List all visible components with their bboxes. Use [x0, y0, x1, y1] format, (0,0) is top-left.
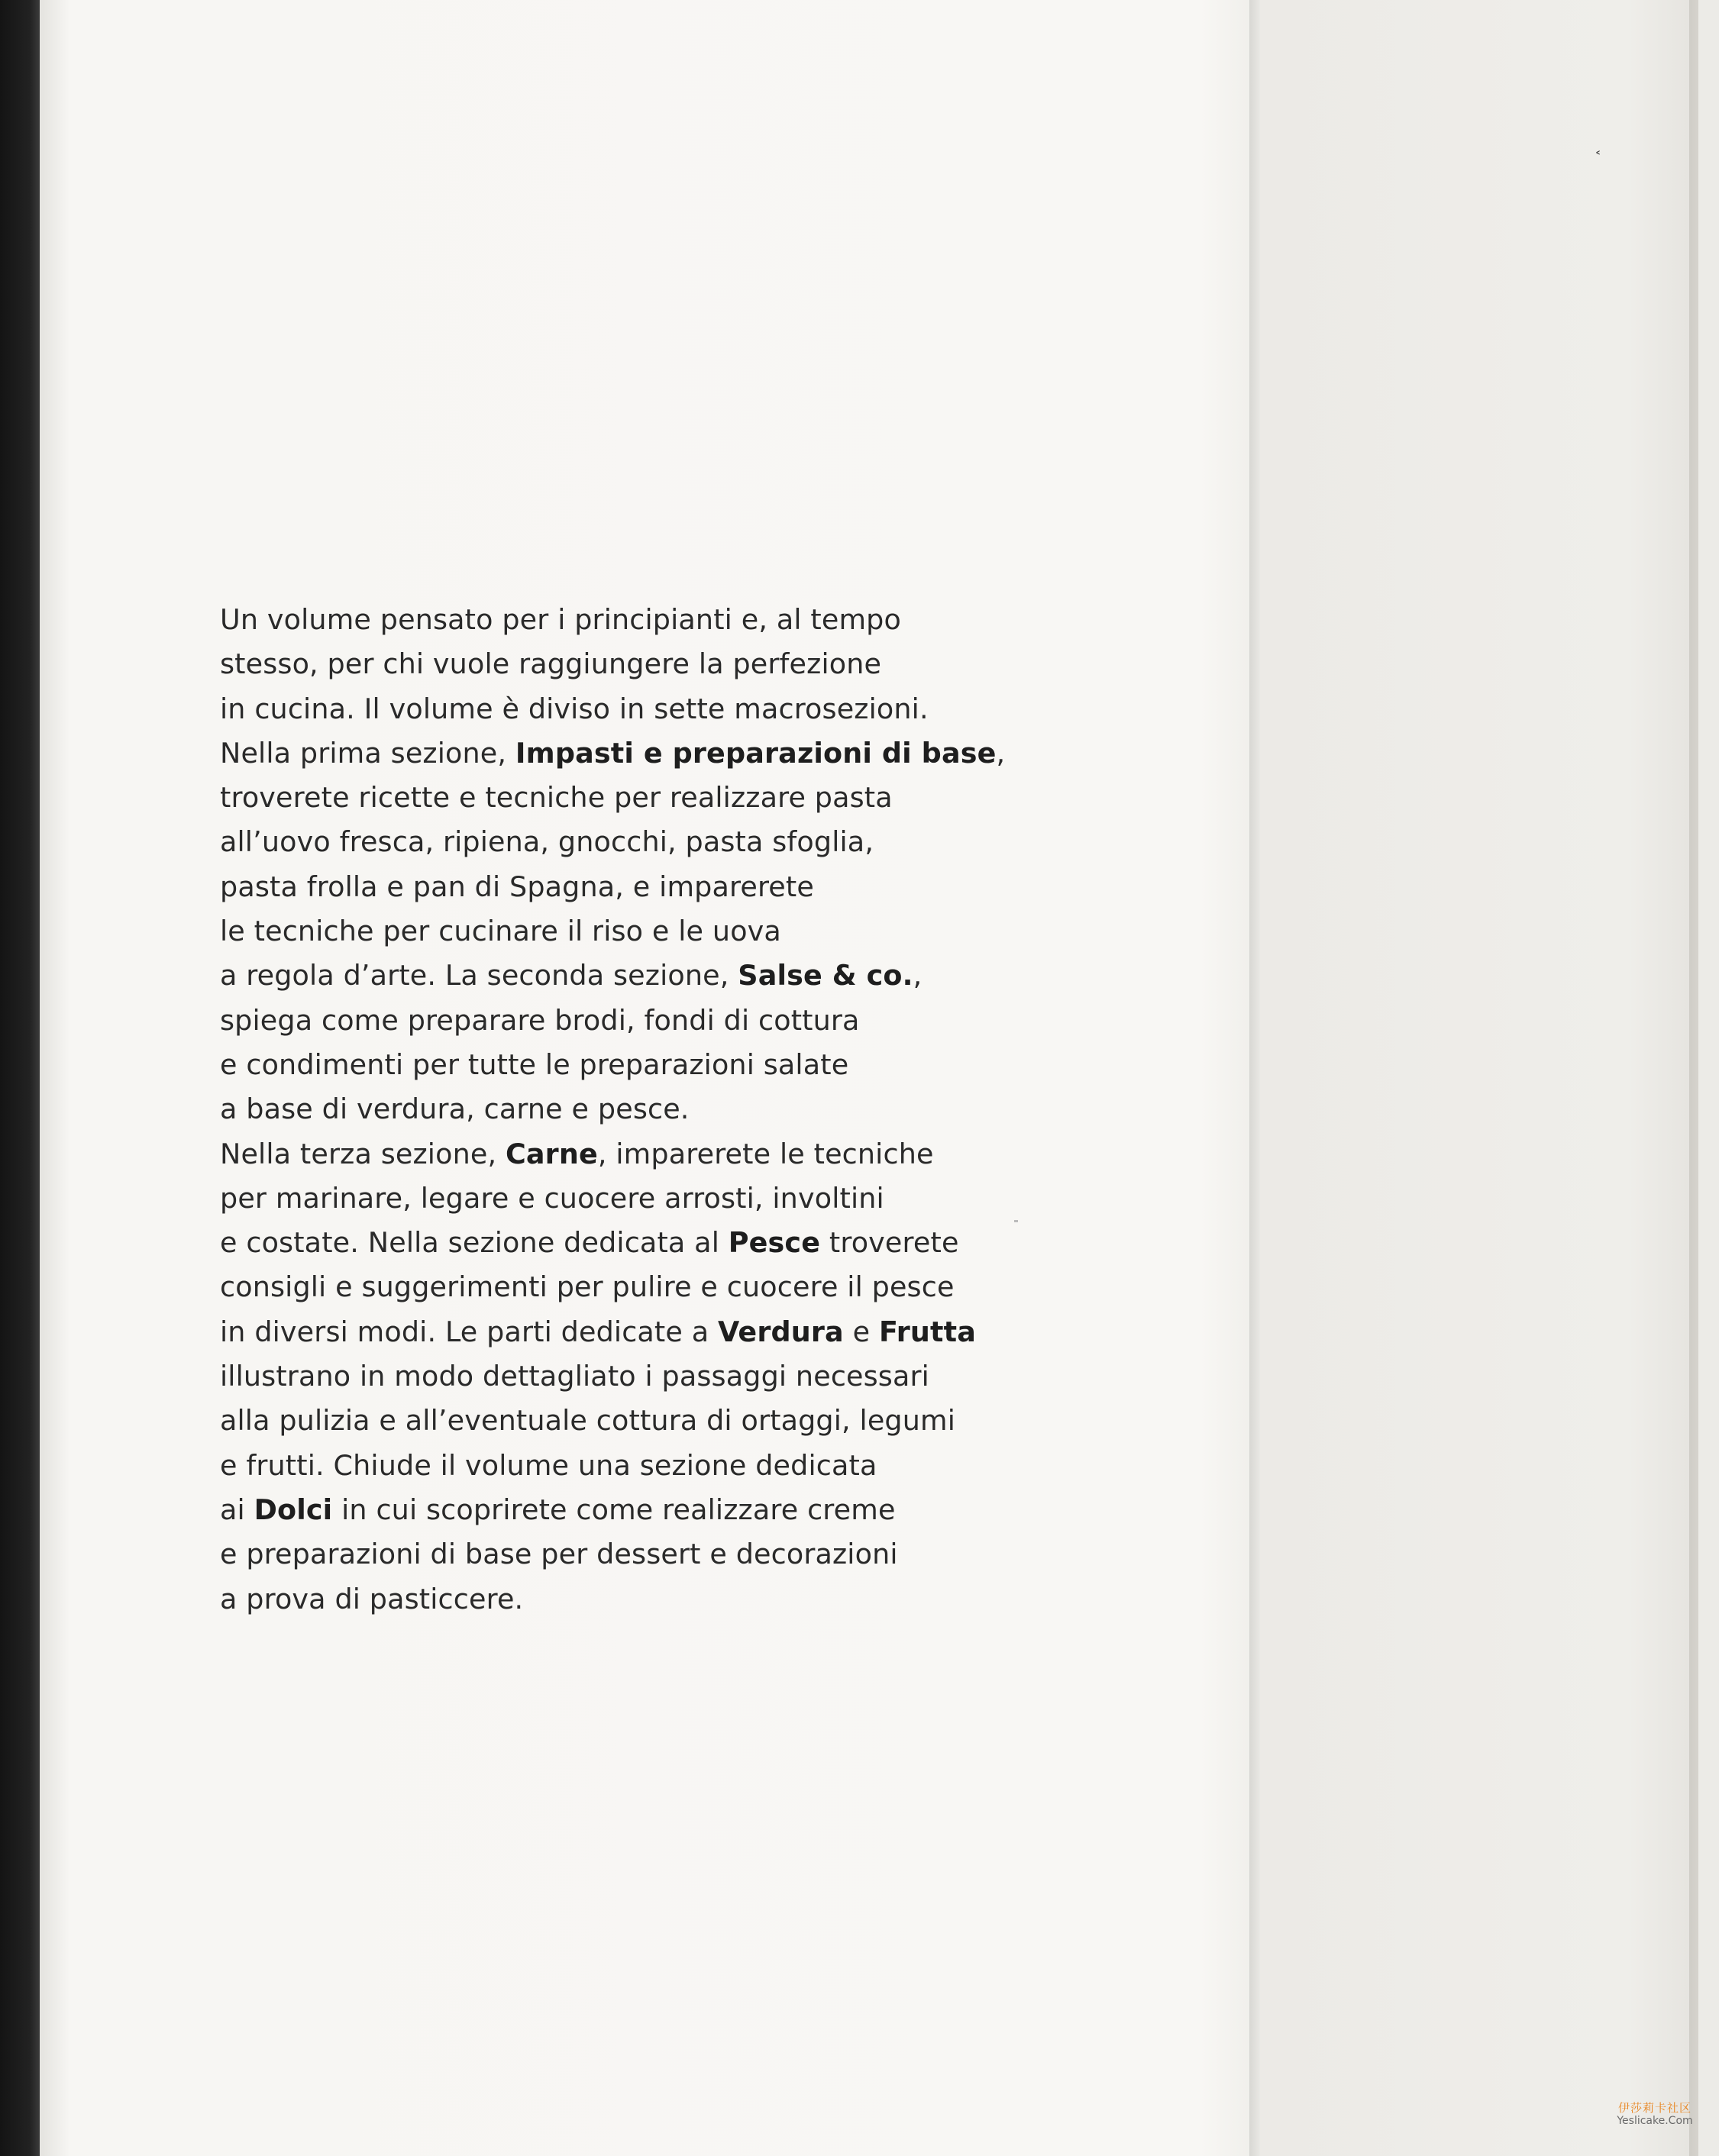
text-line [220, 1532, 1014, 1577]
text-line [220, 999, 1014, 1043]
text-line [220, 1310, 1014, 1354]
text-line [220, 1354, 1014, 1399]
text-line [220, 1176, 1014, 1221]
text-run: Nella terza sezione, [220, 1137, 506, 1170]
text-run: ai [220, 1493, 254, 1526]
text-run: , imparerete le tecniche [597, 1137, 934, 1170]
scan-speck: ˂ [1595, 150, 1601, 166]
text-run: stesso, per chi vuole raggiungere la perfezione [220, 647, 882, 681]
text-run: e preparazioni di base per dessert e decorazioni [220, 1538, 898, 1571]
body-paragraph [220, 598, 1014, 1622]
back-sheet-edge [1689, 0, 1698, 2156]
text-line [220, 909, 1014, 954]
text-line [220, 1132, 1014, 1176]
text-run: le tecniche per cucinare il riso e le uova [220, 915, 781, 948]
section-name: Dolci [254, 1493, 333, 1526]
site-watermark [1605, 2101, 1704, 2128]
text-line [220, 642, 1014, 686]
text-run: Un volume pensato per i principianti e, al tempo [220, 603, 901, 636]
text-line [220, 1399, 1014, 1443]
text-run: , [996, 736, 1006, 770]
text-run: troverete ricette e tecniche per realizzare pasta [220, 781, 893, 815]
text-run: in diversi modi. Le parti dedicate a [220, 1315, 719, 1348]
section-name: Verdura [718, 1315, 844, 1348]
text-line [220, 776, 1014, 820]
text-line [220, 1087, 1014, 1131]
text-run: a regola d’arte. La seconda sezione, [220, 959, 738, 992]
text-run: illustrano in modo dettagliato i passaggi necessari [220, 1360, 929, 1393]
text-run: Nella prima sezione, [220, 736, 515, 770]
section-name: Salse & co. [738, 959, 913, 992]
text-run: alla pulizia e all’eventuale cottura di ortaggi, legumi [220, 1404, 956, 1438]
section-name: Impasti e preparazioni di base [515, 736, 997, 770]
text-line [220, 954, 1014, 998]
watermark-url: Yeslicake.Com [1617, 2115, 1693, 2127]
section-name: Frutta [878, 1315, 976, 1348]
text-run: e costate. Nella sezione dedicata al [220, 1226, 729, 1260]
watermark-title: 伊莎莉卡社区 [1617, 2101, 1692, 2115]
text-run: a base di verdura, carne e pesce. [220, 1093, 690, 1126]
text-line [220, 1265, 1014, 1309]
text-line [220, 598, 1014, 642]
text-run: all’uovo fresca, ripiena, gnocchi, pasta sfoglia, [220, 825, 874, 859]
binding-edge [0, 0, 40, 2156]
text-line [220, 1043, 1014, 1087]
text-line [220, 731, 1014, 776]
outer-edge [1698, 0, 1719, 2156]
text-line [220, 820, 1014, 864]
text-line [220, 1488, 1014, 1532]
text-run: consigli e suggerimenti per pulire e cuocere il pesce [220, 1270, 955, 1304]
text-run: in cucina. Il volume è diviso in sette macrosezioni. [220, 692, 929, 725]
text-run: e [843, 1315, 879, 1348]
text-line [220, 687, 1014, 731]
text-run: in cui scoprirete come realizzare creme [332, 1493, 896, 1526]
text-run: spiega come preparare brodi, fondi di cottura [220, 1003, 860, 1037]
text-run: per marinare, legare e cuocere arrosti, involtini [220, 1181, 884, 1215]
text-run: e frutti. Chiude il volume una sezione dedicata [220, 1448, 877, 1482]
back-sheet [1260, 0, 1719, 2156]
text-run: e condimenti per tutte le preparazioni salate [220, 1047, 849, 1081]
text-line [220, 865, 1014, 909]
text-line [220, 1221, 1014, 1265]
text-run: , [913, 959, 923, 992]
text-run: pasta frolla e pan di Spagna, e imparerete [220, 870, 814, 903]
text-line [220, 1444, 1014, 1488]
page-edge-shadow [1249, 0, 1260, 2156]
text-run: troverete [820, 1226, 959, 1260]
section-name: Pesce [728, 1226, 821, 1260]
text-run: a prova di pasticcere. [220, 1582, 524, 1615]
scan-speck [1014, 1220, 1018, 1222]
section-name: Carne [505, 1137, 598, 1170]
text-line [220, 1577, 1014, 1622]
